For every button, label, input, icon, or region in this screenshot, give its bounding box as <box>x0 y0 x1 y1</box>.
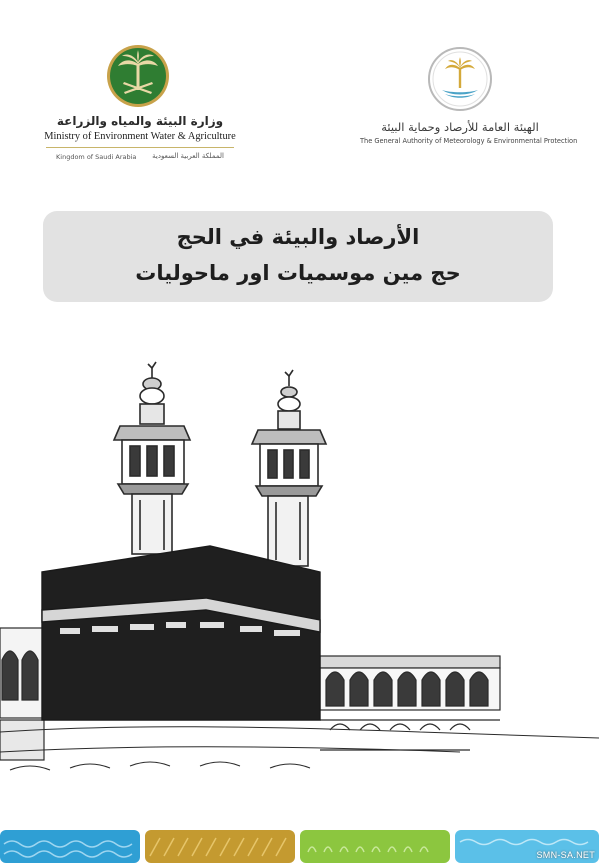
decorative-color-strip <box>0 830 599 863</box>
plaza-ground <box>0 727 599 770</box>
authority-logo <box>360 44 578 154</box>
strip-gold-panel <box>145 830 295 863</box>
minaret-left <box>114 362 190 554</box>
title-urdu: حج مين موسميات اور ماحوليات <box>135 261 461 285</box>
ministry-logo <box>40 44 240 169</box>
minaret-right <box>252 370 326 566</box>
title-box <box>43 211 553 302</box>
authority-name-english: The General Authority of Meteorology & Environmental Protection <box>360 137 578 145</box>
kaaba-illustration <box>0 360 599 820</box>
authority-emblem-icon <box>427 46 493 112</box>
kaaba <box>42 546 320 720</box>
ministry-divider <box>46 147 234 148</box>
ministry-country-arabic: المملكة العربية السعودية <box>152 152 224 160</box>
ministry-emblem-icon <box>106 44 170 108</box>
title-arabic: الأرصاد والبيئة في الحج <box>176 225 420 249</box>
ministry-name-english: Ministry of Environment Water & Agriculture <box>44 131 236 142</box>
watermark: SMN-SA.NET <box>536 850 595 860</box>
colonnade-right <box>320 656 500 750</box>
ministry-country-english: Kingdom of Saudi Arabia <box>56 153 137 161</box>
authority-name-arabic: الهيئة العامة للأرصاد وحماية البيئة <box>381 120 539 134</box>
ministry-name-arabic: وزارة البيئة والمياه والزراعة <box>56 114 224 128</box>
colonnade-left <box>0 628 44 760</box>
